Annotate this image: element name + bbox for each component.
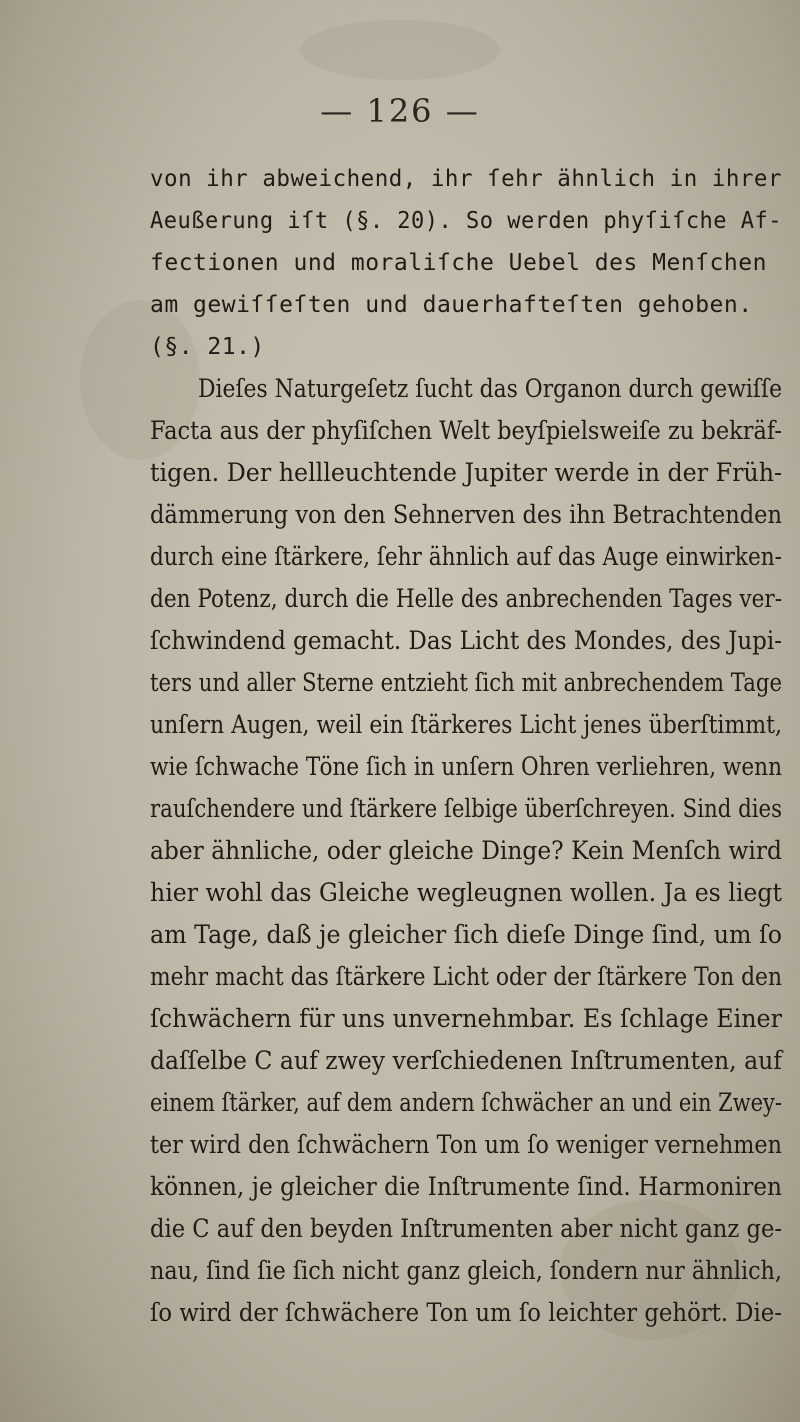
- paper-stain: [300, 20, 500, 80]
- page-number: — 126 —: [320, 92, 480, 130]
- text-line: Facta aus der phyſiſchen Welt beyſpielsweiſe zu bekräf-: [150, 416, 783, 445]
- text-line: können, je gleicher die Inſtrumente ſind. Harmoniren: [150, 1172, 783, 1201]
- text-line: am gewiſſeſten und dauerhafteſten gehoben.: [150, 292, 753, 318]
- text-line: wie ſchwache Töne ſich in unſern Ohren verliehren, wenn: [150, 752, 782, 781]
- text-line: tigen. Der hellleuchtende Jupiter werde in der Früh-: [150, 458, 783, 487]
- text-line: von ihr abweichend, ihr ſehr ähnlich in ihrer: [150, 166, 783, 192]
- text-line: am Tage, daß je gleicher ſich dieſe Dinge ſind, um ſo: [150, 920, 782, 949]
- text-line: nau, ſind ſie ſich nicht ganz gleich, ſondern nur ähnlich,: [150, 1256, 783, 1285]
- text-line: unſern Augen, weil ein ſtärkeres Licht jenes überſtimmt,: [150, 710, 782, 739]
- text-line: durch eine ſtärkere, ſehr ähnlich auf das Auge einwirken-: [150, 542, 782, 571]
- text-line: daſſelbe C auf zwey verſchiedenen Inſtrumenten, auf: [150, 1046, 782, 1075]
- text-line: die C auf den beyden Inſtrumenten aber nicht ganz ge-: [150, 1214, 782, 1243]
- text-line: Aeußerung iſt (§. 20). So werden phyſiſche Af-: [150, 208, 783, 234]
- text-line: hier wohl das Gleiche wegleugnen wollen. Ja es liegt: [150, 878, 782, 907]
- text-line: rauſchendere und ſtärkere ſelbige überſchreyen. Sind dies: [150, 794, 783, 823]
- text-line: den Potenz, durch die Helle des anbrechenden Tages ver-: [150, 584, 783, 613]
- body-text: [150, 158, 790, 1334]
- text-line: Dieſes Naturgeſetz ſucht das Organon durch gewiſſe: [198, 374, 783, 403]
- text-line: einem ſtärker, auf dem andern ſchwächer an und ein Zwey-: [150, 1088, 782, 1117]
- text-line: ſchwächern für uns unvernehmbar. Es ſchlage Einer: [150, 1004, 783, 1033]
- text-line: aber ähnliche, oder gleiche Dinge? Kein Menſch wird: [150, 836, 782, 865]
- text-line: ſo wird der ſchwächere Ton um ſo leichter gehört. Die-: [150, 1298, 782, 1327]
- text-line: ter wird den ſchwächern Ton um ſo weniger vernehmen: [150, 1130, 782, 1159]
- text-line: dämmerung von den Sehnerven des ihn Betrachtenden: [150, 500, 783, 529]
- text-line: mehr macht das ſtärkere Licht oder der ſtärkere Ton den: [150, 962, 782, 991]
- text-line: fectionen und moraliſche Uebel des Menſchen: [150, 250, 767, 276]
- text-line: (§. 21.): [150, 334, 265, 360]
- text-line: ſchwindend gemacht. Das Licht des Mondes, des Jupi-: [150, 626, 783, 655]
- text-line: ters und aller Sterne entzieht ſich mit anbrechendem Tage: [150, 668, 782, 697]
